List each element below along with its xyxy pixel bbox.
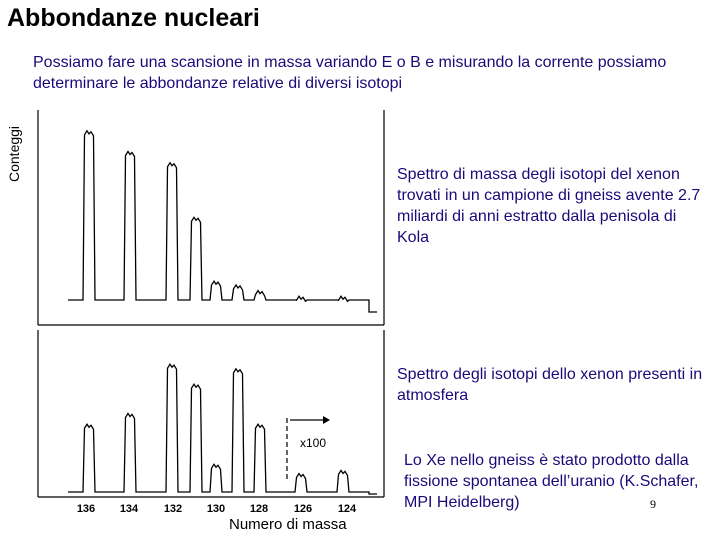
subtitle-text: Possiamo fare una scansione in massa variando E o B e misurando la corrente possiamo determinare le abbondanze relative di diversi isotopi [33,54,667,92]
page-number: 9 [650,497,656,511]
y-axis-label: Conteggi [6,125,22,182]
x-tick-126: 126 [293,503,313,515]
x-axis-label: Numero di massa [229,516,347,533]
x-tick-130: 130 [206,503,226,515]
page-title: Abbondanze nucleari [7,4,260,32]
x-tick-124: 124 [337,503,357,515]
x-tick-128: 128 [249,503,269,515]
peak-marks [89,131,343,474]
x-tick-134: 134 [119,503,139,515]
caption-middle: Spettro degli isotopi dello xenon presenti in atmosfera [397,366,703,404]
x-tick-labels [77,503,357,515]
x-tick-136: 136 [76,503,96,515]
x-tick-132: 132 [163,503,183,515]
caption-top: Spettro di massa degli isotopi del xenon trovati in un campione di gneiss avente 2.7 miliardi di anni estratto dalla penisola di Kola [397,166,701,246]
x100-arrowhead [323,416,330,424]
x100-annotation: x100 [300,436,327,450]
top-spectrum-line [68,131,377,312]
caption-bottom: Lo Xe nello gneiss è stato prodotto dalla fissione spontanea dell’uranio (K.Schafer, MPI Heidelberg) [404,452,699,511]
bottom-spectrum-line [68,364,377,494]
